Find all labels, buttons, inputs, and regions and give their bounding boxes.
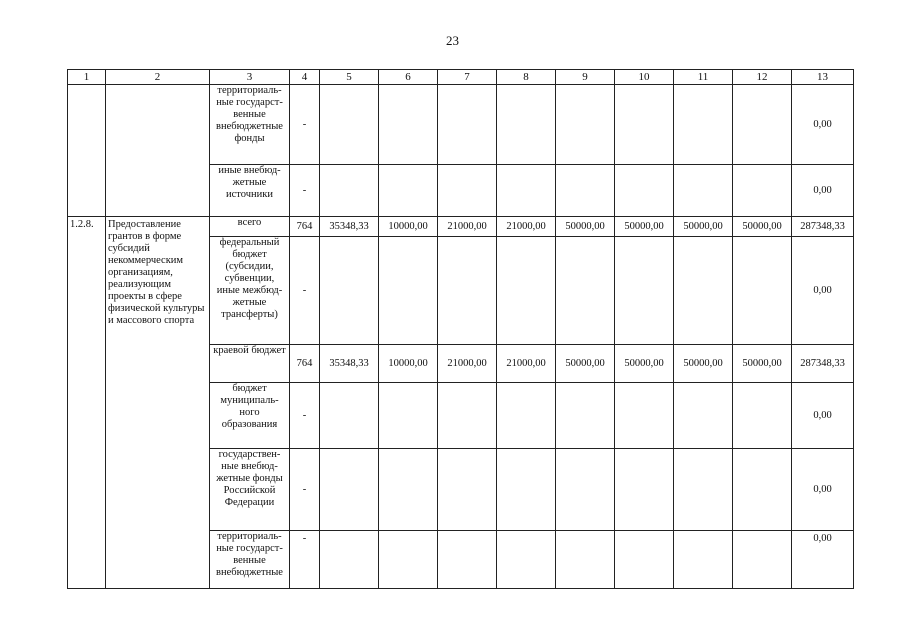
header-cell: 11 [674,70,733,85]
header-cell: 6 [379,70,438,85]
value-cell [320,383,379,449]
value-cell: 10000,00 [379,217,438,237]
value-cell [497,383,556,449]
source-cell: территориаль-ные государст-венные внебюджетные [210,531,290,589]
code-cell: - [290,165,320,217]
value-cell [615,531,674,589]
total-cell: 0,00 [792,383,854,449]
value-cell [497,85,556,165]
value-cell [497,449,556,531]
code-cell: - [290,85,320,165]
value-cell: 50000,00 [615,217,674,237]
value-cell [438,531,497,589]
value-cell [674,165,733,217]
total-cell: 0,00 [792,237,854,345]
header-cell: 9 [556,70,615,85]
total-cell: 287348,33 [792,217,854,237]
value-cell [674,85,733,165]
value-cell: 21000,00 [438,345,497,383]
value-cell: 35348,33 [320,217,379,237]
total-cell: 287348,33 [792,345,854,383]
value-cell [438,165,497,217]
value-cell [320,237,379,345]
value-cell [379,383,438,449]
value-cell [733,85,792,165]
value-cell: 50000,00 [674,345,733,383]
value-cell [379,165,438,217]
total-cell: 0,00 [792,85,854,165]
value-cell [733,383,792,449]
value-cell [556,237,615,345]
value-cell [438,383,497,449]
empty-cell [106,85,210,217]
header-cell: 2 [106,70,210,85]
header-cell: 12 [733,70,792,85]
value-cell [733,531,792,589]
table-row [68,217,854,237]
value-cell [556,449,615,531]
value-cell: 35348,33 [320,345,379,383]
value-cell: 21000,00 [497,345,556,383]
code-cell: - [290,383,320,449]
source-cell: федеральный бюджет (субсидии, субвенции, иные межбюд-жетные трансферты) [210,237,290,345]
total-cell: 0,00 [792,531,854,589]
header-cell: 5 [320,70,379,85]
value-cell [379,85,438,165]
header-cell: 8 [497,70,556,85]
value-cell: 50000,00 [733,217,792,237]
source-cell: государствен-ные внебюд-жетные фонды Российской Федерации [210,449,290,531]
value-cell [556,531,615,589]
total-cell: 0,00 [792,165,854,217]
value-cell [615,85,674,165]
value-cell [615,383,674,449]
header-cell: 3 [210,70,290,85]
source-cell: краевой бюджет [210,345,290,383]
value-cell: 21000,00 [497,217,556,237]
value-cell [556,383,615,449]
value-cell [379,531,438,589]
value-cell: 10000,00 [379,345,438,383]
value-cell [320,165,379,217]
code-cell: 764 [290,345,320,383]
header-cell: 13 [792,70,854,85]
total-cell: 0,00 [792,449,854,531]
value-cell [733,237,792,345]
value-cell [674,449,733,531]
value-cell [320,449,379,531]
value-cell [556,165,615,217]
value-cell [733,449,792,531]
code-cell: - [290,237,320,345]
value-cell [320,85,379,165]
value-cell [438,449,497,531]
item-description: Предоставление грантов в форме субсидий некоммерческим организациям, реализующим проекты в сфере физической культуры и массового спорта [106,217,210,589]
header-cell: 10 [615,70,674,85]
source-cell: всего [210,217,290,237]
value-cell [379,237,438,345]
budget-table [67,69,854,589]
empty-cell [68,85,106,217]
value-cell [497,237,556,345]
value-cell [320,531,379,589]
value-cell [615,449,674,531]
code-cell: 764 [290,217,320,237]
value-cell [615,237,674,345]
value-cell: 21000,00 [438,217,497,237]
value-cell: 50000,00 [556,217,615,237]
table-row [68,85,854,165]
source-cell: бюджет муниципаль-ного образования [210,383,290,449]
value-cell [556,85,615,165]
header-cell: 7 [438,70,497,85]
value-cell: 50000,00 [556,345,615,383]
item-code: 1.2.8. [68,217,106,589]
value-cell: 50000,00 [674,217,733,237]
value-cell [497,531,556,589]
value-cell [674,237,733,345]
value-cell: 50000,00 [615,345,674,383]
source-cell: иные внебюд-жетные источники [210,165,290,217]
code-cell: - [290,531,320,589]
value-cell [615,165,674,217]
value-cell [379,449,438,531]
value-cell [674,531,733,589]
value-cell [438,237,497,345]
value-cell [674,383,733,449]
value-cell [438,85,497,165]
header-cell: 4 [290,70,320,85]
source-cell: территориаль-ные государст-венные внебюджетные фонды [210,85,290,165]
code-cell: - [290,449,320,531]
page-number: 23 [446,33,459,48]
value-cell: 50000,00 [733,345,792,383]
header-cell: 1 [68,70,106,85]
table-header-row [68,70,854,85]
value-cell [733,165,792,217]
value-cell [497,165,556,217]
